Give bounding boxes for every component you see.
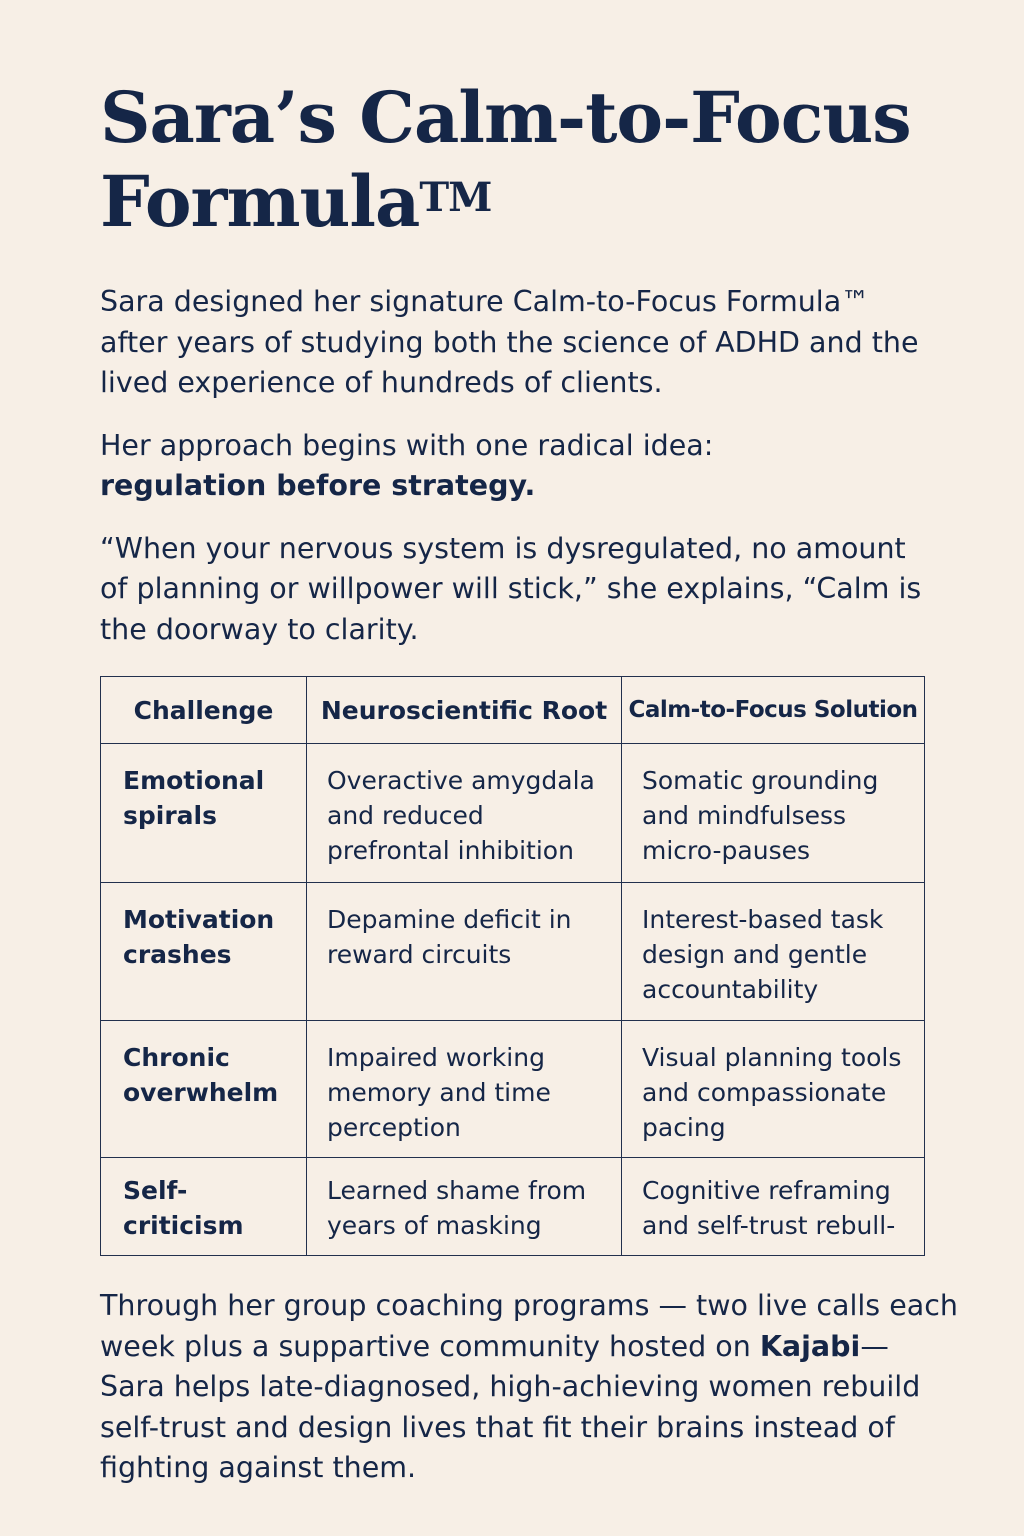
root-cell: Overactive amygdala and reduced prefrontal inhibition (307, 744, 622, 883)
closing-text-end: — Sara helps late-diagnosed, high-achieving women rebuild self-trust and design lives that fit their brains instead of fighting against them. (100, 1329, 921, 1484)
challenge-cell: Chronic overwhelm (101, 1021, 307, 1158)
challenge-cell: Self-criticism (101, 1158, 307, 1256)
header-solution: Calm-to-Focus Solution (622, 677, 925, 744)
solution-cell: Somatic grounding and mindfulsess micro-pauses (622, 744, 925, 883)
root-cell: Impaired working memory and time perception (307, 1021, 622, 1158)
intro-paragraph: Sara designed her signature Calm-to-Focus Formula™ after years of studying both the science of ADHD and the lived experience of hundreds of clients. (100, 285, 919, 399)
article (100, 76, 940, 650)
kajabi-name: Kajabi (759, 1329, 861, 1363)
solution-cell: Interest-based task design and gentle accountability (622, 883, 925, 1021)
root-cell: Learned shame from years of masking (307, 1158, 622, 1256)
root-cell: Depamine deficit in reward circuits (307, 883, 622, 1021)
table-header-row (101, 677, 925, 744)
table-row (101, 1158, 925, 1256)
header-challenge: Challenge (101, 677, 307, 744)
trademark-mark: TM (419, 174, 492, 221)
title-text: Sara’s Calm-to-Focus Formula (100, 76, 911, 243)
solution-cell: Visual planning tools and compassionate pacing (622, 1021, 925, 1158)
table-row (101, 1021, 925, 1158)
table-row (101, 883, 925, 1021)
approach-paragraph (100, 426, 940, 507)
quote-paragraph: “When your nervous system is dysregulated, no amount of planning or willpower will stick,” she explains, “Calm is the doorway to clarity. (100, 531, 922, 646)
closing-paragraph (100, 1286, 960, 1489)
solution-cell: Cognitive reframing and self-trust rebull- (622, 1158, 925, 1256)
approach-emphasis: regulation before strategy. (100, 469, 536, 502)
closing-text-start: Through her group coaching programs — two live calls each week plus a suppartive community hosted on (100, 1289, 958, 1363)
formula-table (100, 676, 925, 1256)
header-neuroscientific-root: Neuroscientific Root (307, 677, 622, 744)
challenge-cell: Motivation crashes (101, 883, 307, 1021)
challenge-cell: Emotional spirals (101, 744, 307, 883)
page-title (100, 76, 940, 244)
table-row (101, 744, 925, 883)
approach-lead: Her approach begins with one radical idea: (100, 428, 714, 462)
